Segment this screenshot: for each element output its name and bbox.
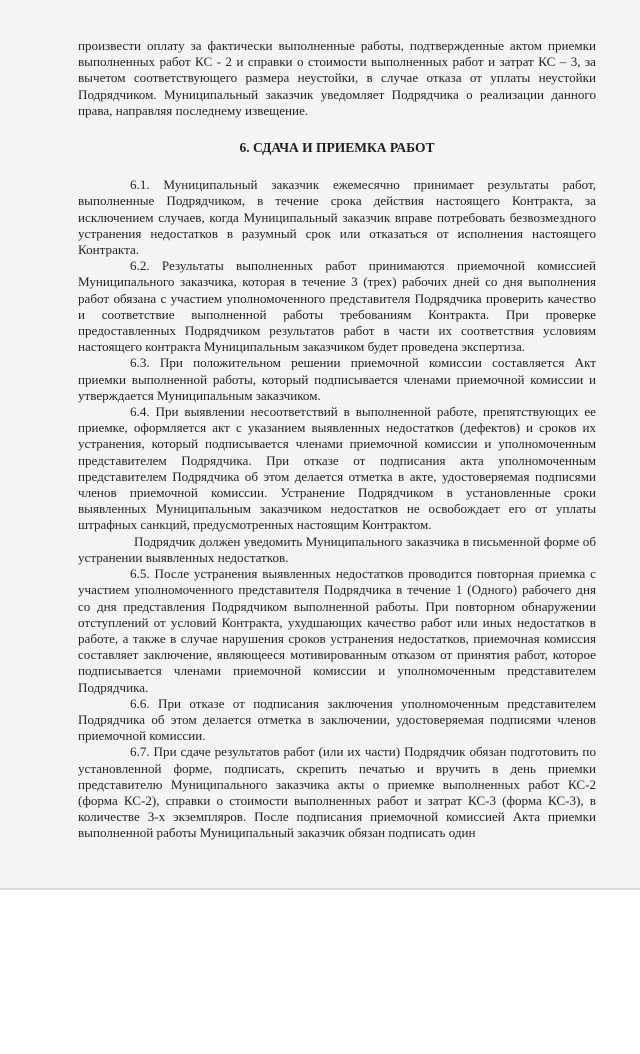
page-bottom-edge	[0, 888, 640, 890]
continuation-paragraph: произвести оплату за фактически выполненные работы, подтвержденные актом приемки выполненных работ КС - 2 и справки о стоимости выполненных работ и затрат КС – 3, за вычетом соответствующего размера неустойки, в случае отказа от уплаты неустойки Подрядчиком. Муниципальный заказчик уведомляет Подрядчика о реализации данного права, направляя последнему извещение.	[78, 38, 596, 118]
paragraph-6-6: 6.6. При отказе от подписания заключения уполномоченным представителем Подрядчика об этом делается отметка в заключении, удостоверяемая подписями членов приемочной комиссии.	[78, 695, 596, 744]
paragraph-6-5: 6.5. После устранения выявленных недостатков проводится повторная приемка с участием уполномоченного представителя Подрядчика в течение 1 (Одного) рабочего дня со дня представления Подрядчиком выполненной работы. При повторном обнаружении отступлений от условий Контракта, ухудшающих качество работ или иных недостатков в работе, а также в случае нарушения сроков устранения недостатков, приемочная комиссия составляет заключение, являющееся мотивированным отказом от принятия работ, которое подписывается членами приемочной комиссии и уполномоченным представителем Подрядчика.	[78, 566, 596, 695]
paragraph-notice: Подрядчик должен уведомить Муниципального заказчика в письменной форме об устранении выявленных недостатков.	[78, 533, 596, 565]
paragraph-6-2: 6.2. Результаты выполненных работ принимаются приемочной комиссией Муниципального заказчика, которая в течение 3 (трех) рабочих дней со дня выполнения работ обязана с участием уполномоченного представителя Подрядчика проверить качество и соответствие выполненной работы требованиям Контракта. При проверке предоставленных Подрядчиком результатов работ в части их соответствия условиям настоящего контракта Муниципальным заказчиком будет проведена экспертиза.	[78, 258, 596, 355]
section-title: 6. СДАЧА И ПРИЕМКА РАБОТ	[239, 140, 435, 156]
paragraph-6-4: 6.4. При выявлении несоответствий в выполненной работе, препятствующих ее приемке, оформляется акт с указанием выявленных недостатков (дефектов) и сроков их устранения, который подписывается членами приемочной комиссии и уполномоченным представителем Подрядчика. При отказе от подписания акта уполномоченным представителем Подрядчика об этом делается отметка в акте, удостоверяемая подписями членов приемочной комиссии. Устранение Подрядчиком в установленные сроки выявленных Муниципальным заказчиком недостатков не освобождает его от уплаты штрафных санкций, предусмотренных настоящим Контрактом.	[78, 404, 596, 533]
paragraph-6-1: 6.1. Муниципальный заказчик ежемесячно принимает результаты работ, выполненные Подрядчиком, в течение срока действия настоящего Контракта, за исключением случаев, когда Муниципальный заказчик вправе потребовать безвозмездного устранения недостатков в разумный срок или отказаться от исполнения настоящего Контракта.	[78, 177, 596, 258]
paragraph-6-7: 6.7. При сдаче результатов работ (или их части) Подрядчик обязан подготовить по установленной форме, подписать, скрепить печатью и вручить в день приемки представителю Муниципального заказчика акты о приемке выполненных работ КС-2 (форма КС-2), справки о стоимости выполненных работ и затрат КС-3 (форма КС-3), в количестве 3-х экземпляров. После подписания приемочной комиссией Акта приемки выполненной работы Муниципальный заказчик обязан подписать один	[78, 744, 596, 841]
paragraph-6-3: 6.3. При положительном решении приемочной комиссии составляется Акт приемки выполненной работы, который подписывается членами приемочной комиссии и утверждается Муниципальным заказчиком.	[78, 355, 596, 403]
